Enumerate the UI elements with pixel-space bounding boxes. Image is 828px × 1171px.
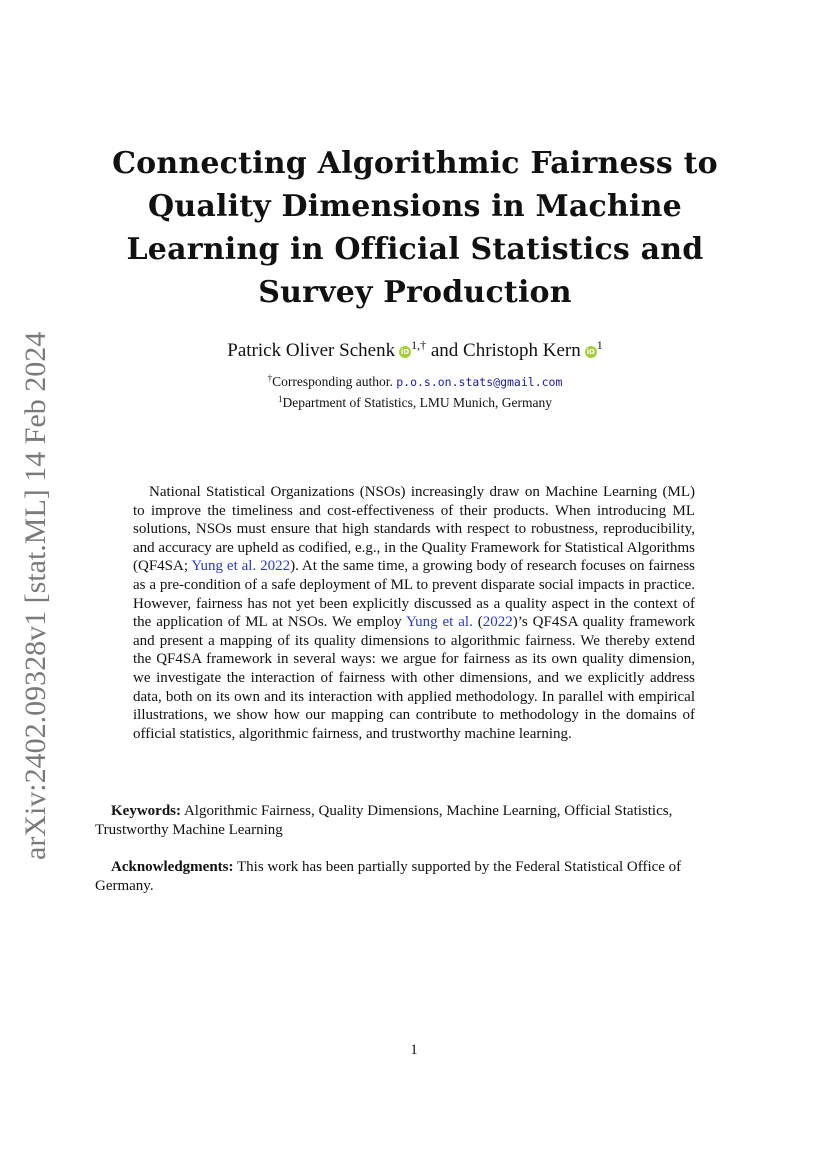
- corresponding-author-line: [100, 370, 730, 391]
- author-line: [100, 333, 730, 363]
- department-mark: 1: [277, 394, 283, 404]
- department-line: [100, 391, 730, 411]
- department-name: Department of Statistics, LMU Munich, Germany: [282, 395, 553, 410]
- keywords-label: Keywords:: [111, 803, 181, 819]
- abstract: [133, 483, 695, 743]
- acknowledgments-text: This work has been partially supported by the Federal Statistical Office of Germany.: [95, 859, 682, 894]
- abstract-text: )’s QF4SA quality framework and present a mapping of its quality dimensions to algorithmic fairness. We thereby extend the QF4SA framework in several ways: we argue for fairness as its own quality dimension, we investigate the interaction of fairness with other dimensions, and we explicitly address data, both on its own and its interaction with applied methodology. In parallel with empirical illustrations, we show how our mapping can contribute to methodology in the domains of official statistics, algorithmic fairness, and trustworthy machine learning.: [133, 614, 695, 742]
- paper-title: Connecting Algorithmic Fairness to Quality Dimensions in Machine Learning in Official Statistics and Survey Production: [112, 146, 718, 310]
- keywords: [95, 802, 735, 840]
- abstract-text: (: [472, 614, 483, 631]
- corresponding-mark: †: [267, 373, 273, 383]
- author-name: Patrick Oliver Schenk: [227, 340, 396, 361]
- citation-year-link[interactable]: 2022: [482, 614, 513, 631]
- corresponding-email-link[interactable]: p.o.s.on.stats@gmail.com: [396, 375, 563, 389]
- citation-link[interactable]: Yung et al.: [405, 614, 473, 631]
- arxiv-side-stamp: arXiv:2402.09328v1 [stat.ML] 14 Feb 2024: [19, 331, 52, 860]
- author-affiliation-mark: 1,†: [411, 338, 427, 352]
- page-number: 1: [410, 1042, 418, 1058]
- citation-link[interactable]: Yung et al. 2022: [191, 558, 291, 575]
- acknowledgments: [95, 858, 735, 896]
- affiliations: [100, 370, 730, 411]
- keywords-text: Algorithmic Fairness, Quality Dimensions, Machine Learning, Official Statistics, Trustworthy Machine Learning: [95, 803, 673, 838]
- orcid-icon[interactable]: iD: [400, 348, 410, 356]
- author-connector: and: [430, 340, 459, 361]
- author-name: Christoph Kern: [463, 340, 581, 361]
- abstract-text: National Statistical Organizations (NSOs) increasingly draw on Machine Learning (ML) to improve the timeliness and cost-effectiveness of their products. When introducing ML solutions, NSOs must ensure that high standards with respect to robustness, reproducibility, and accuracy are upheld as codified, e.g., in the Quality Framework for Statistical Algorithms (QF4SA;: [133, 484, 695, 575]
- corresponding-label: Corresponding author.: [272, 374, 393, 389]
- acknowledgments-label: Acknowledgments:: [111, 859, 234, 875]
- orcid-icon[interactable]: iD: [586, 348, 595, 356]
- abstract-text: ). At the same time, a growing body of research focuses on fairness as a pre-condition of a safe deployment of ML to prevent disparate social impacts in practice. However, fairness has not yet been explicitly discussed as a quality aspect in the context of the application of ML at NSOs. We employ: [133, 558, 695, 631]
- author-affiliation-mark: 1: [596, 338, 603, 352]
